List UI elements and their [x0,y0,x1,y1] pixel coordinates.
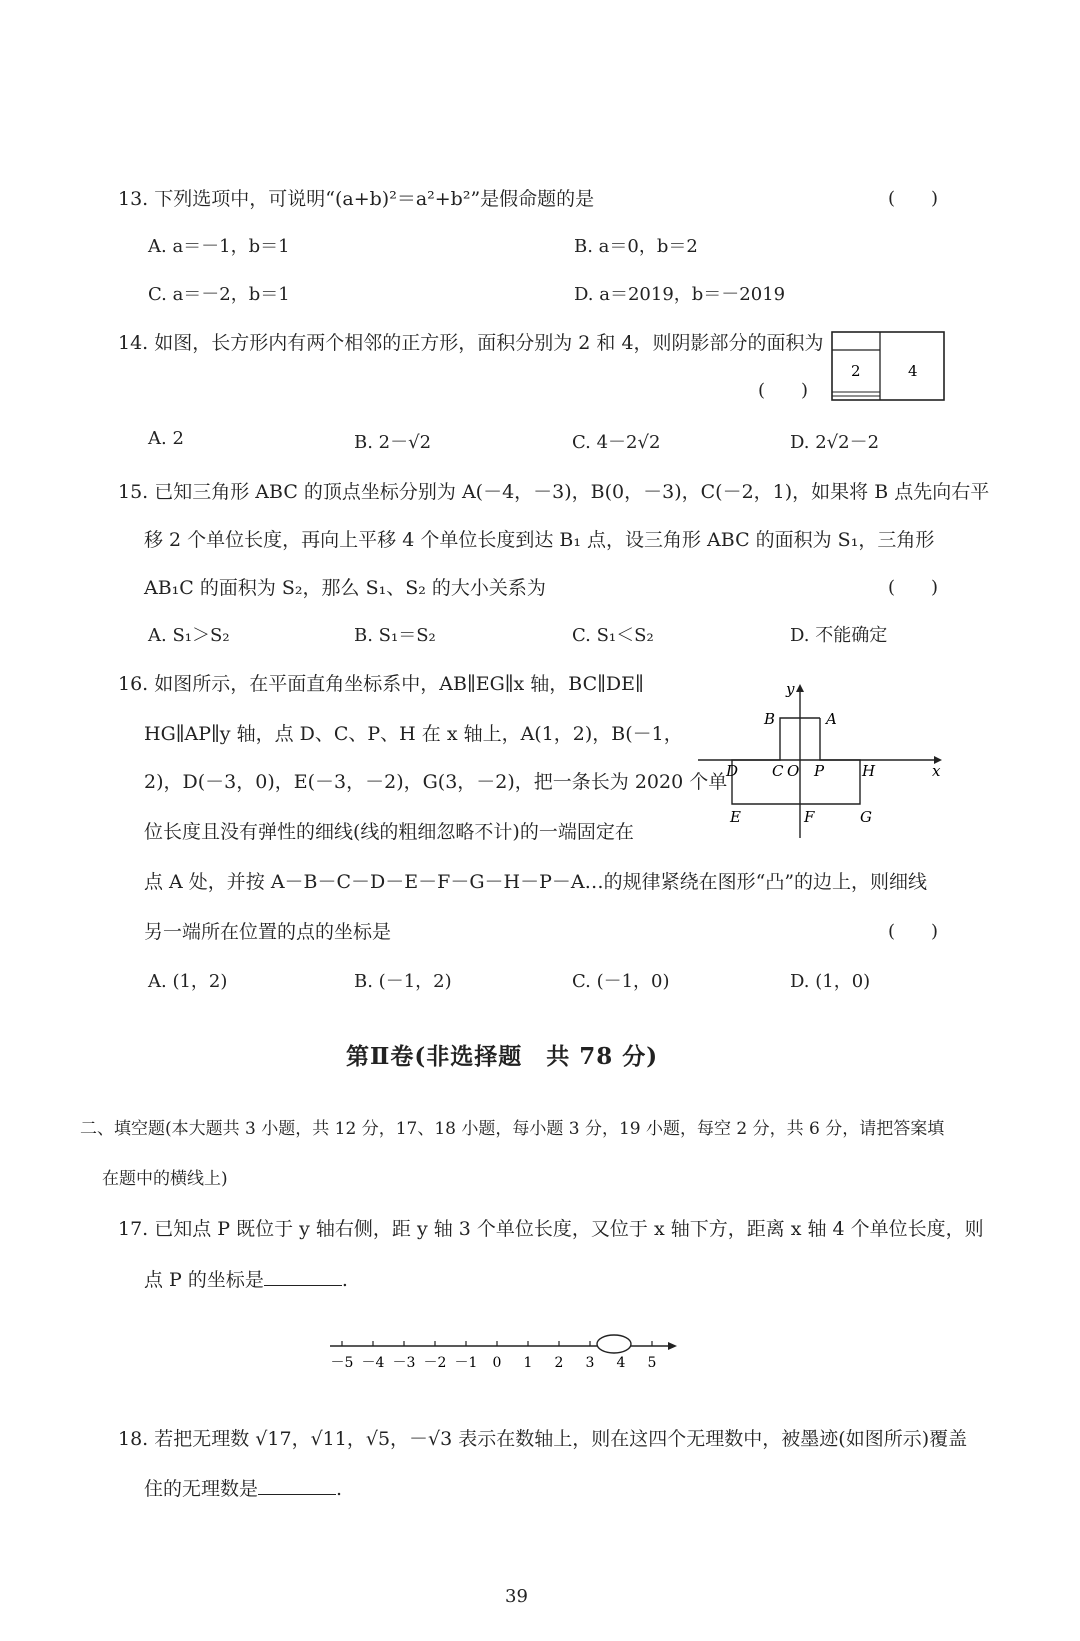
convex-shape [732,718,860,804]
q15-line-1: 15. 已知三角形 ABC 的顶点坐标分别为 A(－4，－3)，B(0，－3)，C(－2，1)，如果将 B 点先向右平 [118,481,990,503]
number-line-tick-label: －4 [361,1355,385,1371]
page-number: 39 [505,1586,528,1607]
label-x: x [932,762,941,780]
q14-figure [830,330,948,404]
number-line-tick-label: 2 [554,1355,564,1371]
number-line-tick-label: 4 [616,1355,626,1371]
label-g: G [860,808,872,826]
number-line-figure [320,1330,690,1376]
label-e: E [730,808,741,826]
q16-option-d: D. (1，0) [790,971,871,992]
q15-line-2: 移 2 个单位长度，再向上平移 4 个单位长度到达 B₁ 点，设三角形 ABC 的面积为 S₁，三角形 [144,529,935,551]
number-line-tick-label: －3 [392,1355,416,1371]
number-line-tick-label: 3 [585,1355,595,1371]
q18-line-2-suffix: . [336,1478,343,1500]
section-2-title: 第Ⅱ卷(非选择题 共 78 分) [346,1043,659,1070]
number-line-tick-label: －1 [454,1355,478,1371]
q13-option-a: A. a＝－1，b＝1 [148,236,290,257]
q16-answer-paren: ( ) [888,921,939,942]
number-line-tick-label: 5 [647,1355,657,1371]
q18-line-1: 18. 若把无理数 √17，√11，√5，－√3 表示在数轴上，则在这四个无理数中，被墨迹(如图所示)覆盖 [118,1428,968,1450]
section-2-heading-line-2: 在题中的横线上) [102,1169,228,1189]
q17-answer-blank[interactable] [264,1267,342,1286]
q14-option-c: C. 4－2√2 [572,432,661,453]
label-o: O [787,762,800,780]
q16-line-2: HG∥AP∥y 轴，点 D、C、P、H 在 x 轴上，A(1，2)，B(－1， [144,723,683,745]
q15-option-b: B. S₁＝S₂ [354,625,436,646]
q16-line-5: 点 A 处，并按 A－B－C－D－E－F－G－H－P－A…的规律紧绕在图形“凸”的边上，则细线 [144,871,928,893]
q16-line-1: 16. 如图所示，在平面直角坐标系中，AB∥EG∥x 轴，BC∥DE∥ [118,673,644,695]
q15-option-a: A. S₁＞S₂ [148,625,230,646]
q14-label-4: 4 [908,362,918,380]
label-p: P [814,762,825,780]
q14-answer-paren: ( ) [758,380,809,401]
q16-line-3: 2)，D(－3，0)，E(－3，－2)，G(3，－2)，把一条长为 2020 个单 [144,771,728,793]
number-line-tick-label: 0 [492,1355,502,1371]
q16-option-c: C. (－1，0) [572,971,670,992]
q16-option-a: A. (1，2) [148,971,228,992]
label-a: A [826,710,837,728]
q13-option-d: D. a＝2019，b＝－2019 [574,284,786,305]
y-axis-arrow [796,684,804,692]
label-f: F [804,808,815,826]
q18-answer-blank[interactable] [258,1476,336,1495]
section-2-heading-line-1: 二、填空题(本大题共 3 小题，共 12 分，17、18 小题，每小题 3 分，19 小题，每空 2 分，共 6 分，请把答案填 [80,1119,945,1139]
number-line-tick-label: －5 [330,1355,354,1371]
number-line-arrow [668,1342,677,1350]
q14-rectangle [832,332,944,400]
q14-option-b: B. 2－√2 [354,432,432,453]
label-h: H [862,762,876,780]
q13-stem: 13. 下列选项中，可说明“(a+b)²＝a²+b²”是假命题的是 [118,188,595,210]
ink-blot [597,1335,631,1353]
q13-option-b: B. a＝0，b＝2 [574,236,698,257]
q14-option-d: D. 2√2－2 [790,432,880,453]
q17-line-2-suffix: . [341,1269,348,1291]
label-d: D [726,762,739,780]
q15-line-3: AB₁C 的面积为 S₂，那么 S₁、S₂ 的大小关系为 [144,577,546,599]
q17-line-2 [144,1265,348,1292]
q17-line-1: 17. 已知点 P 既位于 y 轴右侧，距 y 轴 3 个单位长度，又位于 x 轴下方，距离 x 轴 4 个单位长度，则 [118,1218,984,1240]
number-line-tick-label: －2 [423,1355,447,1371]
q16-option-b: B. (－1，2) [354,971,452,992]
q15-option-d: D. 不能确定 [790,625,888,646]
q13-option-c: C. a＝－2，b＝1 [148,284,290,305]
label-y: y [786,680,795,698]
q18-line-2-prefix: 住的无理数是 [144,1478,259,1500]
q16-figure [690,676,950,846]
q15-option-c: C. S₁＜S₂ [572,625,654,646]
q16-line-6: 另一端所在位置的点的坐标是 [144,921,392,943]
label-c: C [772,762,784,780]
number-line-tick-label: 1 [523,1355,533,1371]
q16-line-4: 位长度且没有弹性的细线(线的粗细忽略不计)的一端固定在 [144,821,634,843]
q13-answer-paren: ( ) [888,188,939,209]
q14-stem: 14. 如图，长方形内有两个相邻的正方形，面积分别为 2 和 4，则阴影部分的面积为 [118,332,824,354]
q14-label-2: 2 [851,362,861,380]
q17-line-2-prefix: 点 P 的坐标是 [144,1269,264,1291]
q18-line-2 [144,1474,342,1501]
q15-answer-paren: ( ) [888,577,939,598]
q14-option-a: A. 2 [148,428,184,449]
label-b: B [764,710,776,728]
